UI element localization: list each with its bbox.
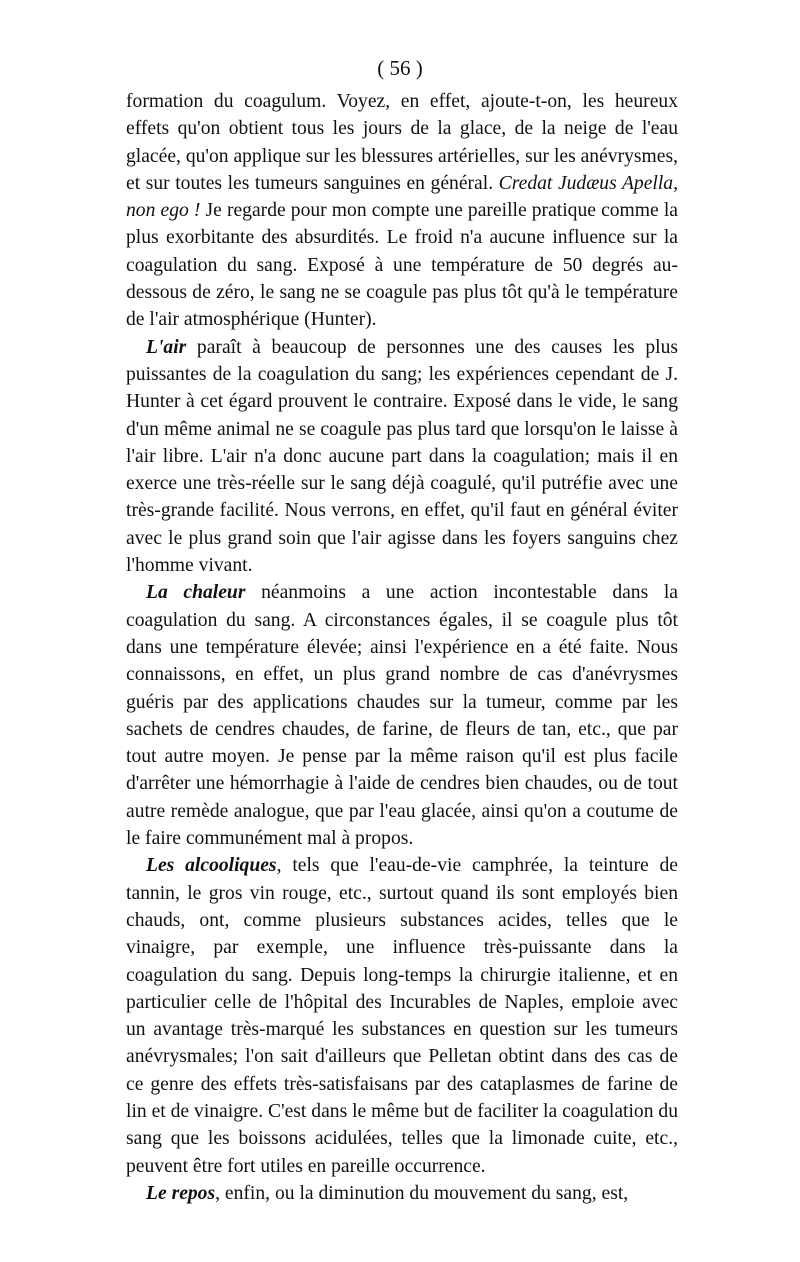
paragraph-5 xyxy=(126,1180,678,1207)
paragraph-1-text-after: Je regarde pour mon compte une pareille pratique comme la plus exorbitante des absurdités. Le froid n'a aucune influence sur la coagulation du sang. Exposé à une température de 50 degrés au-dessous de zéro, le sang ne se coagule pas plus tôt qu'à le température de l'air atmosphérique (Hunter). xyxy=(126,200,678,331)
page-number: ( 56 ) xyxy=(377,56,423,80)
paragraph-5-lead: Le repos xyxy=(146,1182,216,1204)
paragraph-4 xyxy=(126,852,678,1180)
paragraph-2-text: paraît à beaucoup de personnes une des causes les plus puissantes de la coagulation du sang; les expériences cependant de J. Hunter à cet égard prouvent le contraire. Exposé dans le vide, le sang d'un même animal ne se coagule pas plus tard que lorsqu'on le laisse à l'air libre. L'air n'a donc aucune part dans la coagulation; mais il en exerce une très-réelle sur le sang déjà coagulé, qu'il putréfie avec une très-grande facilité. Nous verrons, en effet, qu'il faut en général éviter avec le plus grand soin que l'air agisse dans les foyers sanguins chez l'homme vivant. xyxy=(126,336,678,577)
page-body xyxy=(126,88,678,1207)
paragraph-4-lead: Les alcooliques xyxy=(146,855,277,877)
paragraph-5-text: , enfin, ou la diminution du mouvement du sang, est, xyxy=(215,1182,629,1204)
paragraph-2 xyxy=(126,334,678,580)
paragraph-1 xyxy=(126,88,678,334)
paragraph-1-text-before: formation du coagulum. Voyez, en effet, ajoute-t-on, les heureux effets qu'on obtient tous les jours de la glace, de la neige de l'eau glacée, qu'on applique sur les blessures artérielles, sur les anévrysmes, et sur toutes les tumeurs sanguines en général. xyxy=(126,91,678,194)
paragraph-3-text: néanmoins a une action incontestable dans la coagulation du sang. A circonstances égales, il se coagule plus tôt dans une température élevée; ainsi l'expérience en a été faite. Nous connaissons, en effet, un plus grand nombre de cas d'anévrysmes guéris par des applications chaudes sur la tumeur, comme par les sachets de cendres chaudes, de farine, de fleurs de tan, etc., que par tout autre moyen. Je pense par la même raison qu'il est plus facile d'arrêter une hémorrhagie à l'aide de cendres bien chaudes, ou de tout autre remède analogue, que par l'eau glacée, ainsi qu'on a coutume de le faire communément mal à propos. xyxy=(126,582,678,850)
paragraph-3 xyxy=(126,579,678,852)
paragraph-2-lead: L'air xyxy=(146,336,187,358)
paragraph-1-latin-quote: Credat Judæus Apella, non ego ! xyxy=(126,172,678,222)
paragraph-3-lead: La chaleur xyxy=(146,582,246,604)
paragraph-4-text: , tels que l'eau-de-vie camphrée, la teinture de tannin, le gros vin rouge, etc., surtout quand ils sont employés bien chauds, ont, comme plusieurs substances acides, telles que le vinaigre, par exemple, une influence très-puissante dans la coagulation du sang. Depuis long-temps la chirurgie italienne, et en particulier celle de l'hôpital des Incurables de Naples, emploie avec un avantage très-marqué les substances en question sur les tumeurs anévrysmales; l'on sait d'ailleurs que Pelletan obtint dans des cas de ce genre des effets très-satisfaisans par des cataplasmes de farine de lin et de vinaigre. C'est dans le même but de faciliter la coagulation du sang que les boissons acidulées, telles que la limonade cuite, etc., peuvent être fort utiles en pareille occurrence. xyxy=(126,855,679,1177)
